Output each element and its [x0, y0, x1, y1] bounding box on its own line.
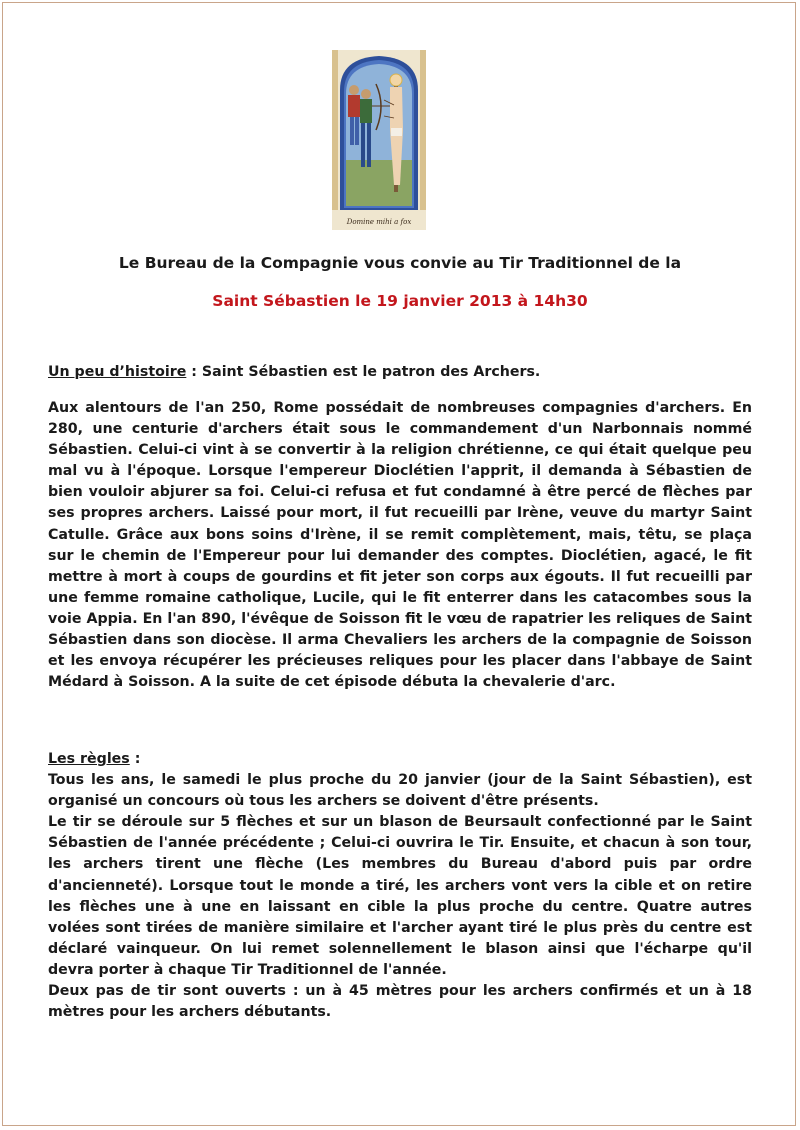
rules-heading-line [48, 749, 752, 770]
rules-paragraph-2: Le tir se déroule sur 5 flèches et sur un blason de Beursault confectionné par le Saint Sébastien de l'année précédente ; Celui-ci ouvrira le Tir. Ensuite, et chacun à son tour, les archers tirent une flèche (Les membres du Bureau d'abord puis par ordre d'ancienneté). Lorsque tout le monde a tiré, les archers vont vers la cible et on retire les flèches une à une en laissant en cible la plus proche du centre. Quatre autres volées sont tirées de manière similaire et l'archer ayant tiré le plus près du centre est déclaré vainqueur. On lui remet solennellement le blason ainsi que l'écharpe qu'il devra porter à chaque Tir Traditionnel de l'année. [48, 814, 752, 978]
invitation-heading: Le Bureau de la Compagnie vous convie au Tir Traditionnel de la [118, 254, 682, 272]
rules-heading-suffix: : [129, 751, 141, 767]
intro-text: : Saint Sébastien est le patron des Archers. [186, 364, 541, 380]
illumination-caption: Domine mihi a fox [346, 218, 412, 226]
history-paragraph [48, 398, 752, 693]
saint-sebastian-illumination [332, 50, 426, 230]
rules-paragraph-3: Deux pas de tir sont ouverts : un à 45 mètres pour les archers confirmés et un à 18 mètres pour les archers débutants. [48, 983, 752, 1021]
event-heading: Saint Sébastien le 19 janvier 2013 à 14h30 [212, 292, 588, 310]
rules-section [48, 749, 752, 1023]
history-heading: Un peu d’histoire [48, 364, 187, 380]
rules-heading: Les règles [48, 751, 130, 767]
rules-paragraph-1: Tous les ans, le samedi le plus proche du 20 janvier (jour de la Saint Sébastien), est organisé un concours où tous les archers se doivent d'être présents. [48, 772, 752, 810]
intro-line [48, 362, 752, 383]
history-text: Aux alentours de l'an 250, Rome possédait de nombreuses compagnies d'archers. En 280, une centurie d'archers était sous le commandement d'un Narbonnais nommé Sébastien. Celui-ci vint à se convertir à la religion chrétienne, ce qui était quelque peu mal vu à l'époque. Lorsque l'empereur Dioclétien l'apprit, il demanda à Sébastien de bien vouloir abjurer sa foi. Celui-ci refusa et fut condamné à être percé de flèches par ses propres archers. Laissé pour mort, il fut recueilli par Irène, veuve du martyr Saint Catulle. Grâce aux bons soins d'Irène, il se remit complètement, mais, têtu, se plaça sur le chemin de l'Empereur pour lui demander des comptes. Dioclétien, agacé, le fit mettre à mort à coups de gourdins et fit jeter son corps aux égouts. Il fut recueilli par une femme romaine catholique, Lucile, qui le fit enterrer dans les catacombes sous la voie Appia. En l'an 890, l'évêque de Soisson fit le vœu de rapatrier les reliques de Saint Sébastien dans son diocèse. Il arma Chevaliers les archers de la compagnie de Soisson et les envoya récupérer les précieuses reliques pour les placer dans l'abbaye de Saint Médard à Soisson. A la suite de cet épisode débuta la chevalerie d'arc. [48, 400, 752, 691]
